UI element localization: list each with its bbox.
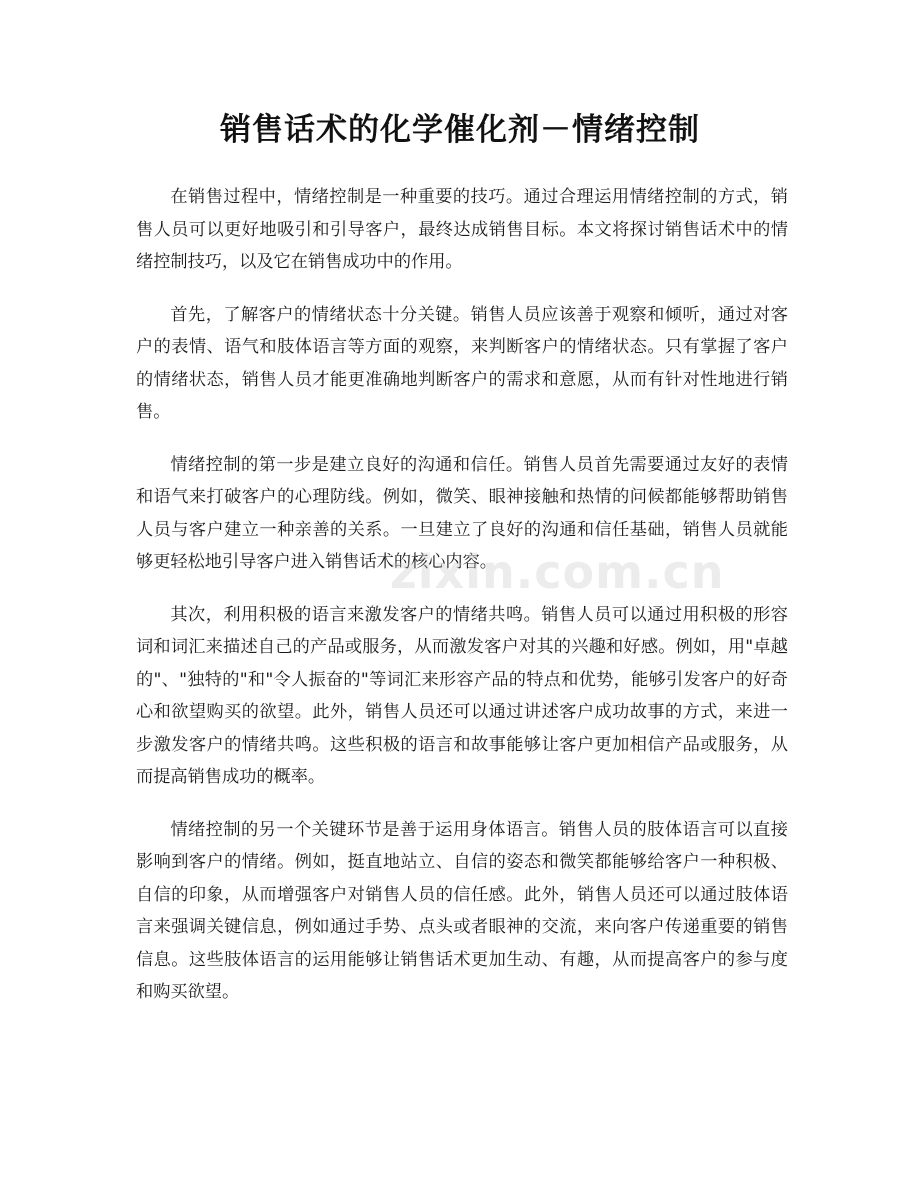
document-title: 销售话术的化学催化剂－情绪控制 [220,112,700,148]
paragraph-2: 首先，了解客户的情绪状态十分关键。销售人员应该善于观察和倾听，通过对客户的表情、语气和肢体语言等方面的观察，来判断客户的情绪状态。只有掌握了客户的情绪状态，销售人员才能更准确地判断客户的需求和意愿，从而有针对性地进行销售。 [136,304,788,422]
document-body [136,181,788,1029]
paragraph-1: 在销售过程中，情绪控制是一种重要的技巧。通过合理运用情绪控制的方式，销售人员可以更好地吸引和引导客户，最终达成销售目标。本文将探讨销售话术中的情绪控制技巧，以及它在销售成功中的作用。 [136,187,788,272]
paragraph-5: 情绪控制的另一个关键环节是善于运用身体语言。销售人员的肢体语言可以直接影响到客户的情绪。例如，挺直地站立、自信的姿态和微笑都能够给客户一种积极、自信的印象，从而增强客户对销售人员的信任感。此外，销售人员还可以通过肢体语言来强调关键信息，例如通过手势、点头或者眼神的交流，来向客户传递重要的销售信息。这些肢体语言的运用能够让销售话术更加生动、有趣，从而提高客户的参与度和购买欲望。 [136,819,788,1002]
paragraph-4: 其次，利用积极的语言来激发客户的情绪共鸣。销售人员可以通过用积极的形容词和词汇来描述自己的产品或服务，从而激发客户对其的兴趣和好感。例如，用"卓越的"、"独特的"和"令人振奋的"等词汇来形容产品的特点和优势，能够引发客户的好奇心和欲望购买的欲望。此外，销售人员还可以通过讲述客户成功故事的方式，来进一步激发客户的情绪共鸣。这些积极的语言和故事能够让客户更加相信产品或服务，从而提高销售成功的概率。 [136,604,788,787]
paragraph-3: 情绪控制的第一步是建立良好的沟通和信任。销售人员首先需要通过友好的表情和语气来打破客户的心理防线。例如，微笑、眼神接触和热情的问候都能够帮助销售人员与客户建立一种亲善的关系。一旦建立了良好的沟通和信任基础，销售人员就能够更轻松地引导客户进入销售话术的核心内容。 [136,454,788,572]
watermark: zixin.com.cn [390,545,725,599]
